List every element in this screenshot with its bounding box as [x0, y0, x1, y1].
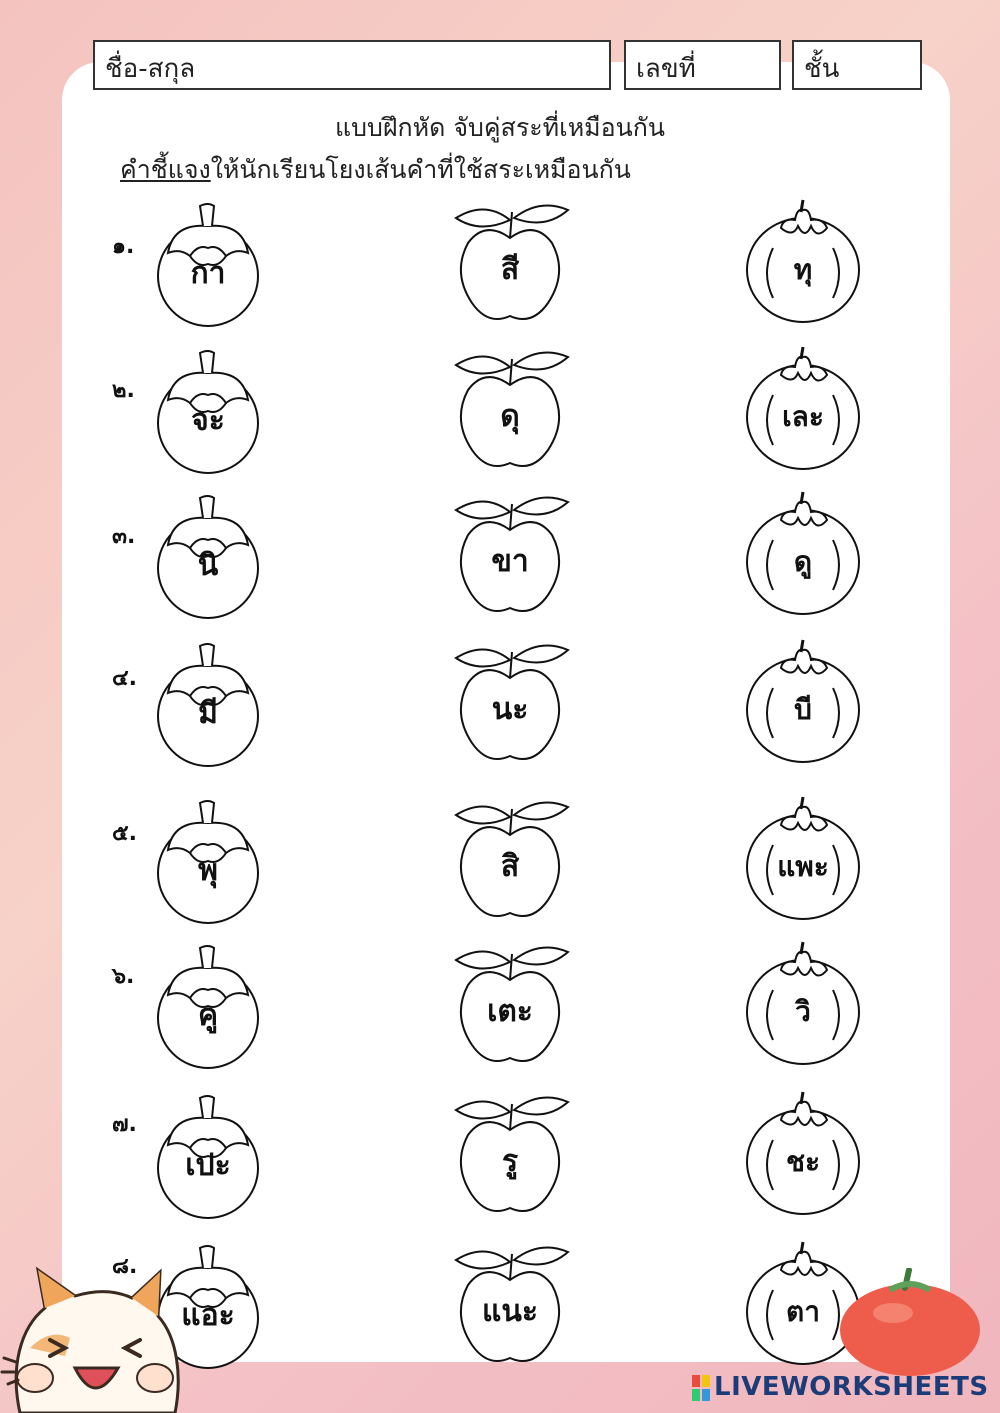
name-field[interactable]: [93, 40, 611, 90]
liveworksheets-text: LIVEWORKSHEETS: [714, 1372, 989, 1402]
mangosteen-word: จะ: [191, 403, 225, 438]
mangosteen-word-card[interactable]: [148, 198, 268, 328]
apple-word-card[interactable]: [450, 940, 570, 1070]
apple-word: รู: [501, 1144, 519, 1179]
row-number: ๓.: [112, 524, 136, 549]
tomato-word-card[interactable]: [743, 198, 863, 328]
instruction-lead: คำชี้แจง: [120, 155, 211, 184]
apple-word-card[interactable]: [450, 1240, 570, 1370]
liveworksheets-logo: [692, 1372, 989, 1402]
apple-word: ขา: [491, 544, 529, 579]
mangosteen-word-card[interactable]: [148, 638, 268, 768]
number-label: เลขที่: [636, 54, 696, 84]
tomato-word: ดู: [793, 545, 813, 578]
mangosteen-word-card[interactable]: [148, 940, 268, 1070]
tomato-decoration-icon: [835, 1268, 985, 1378]
apple-word-card[interactable]: [450, 795, 570, 925]
apple-word: สี: [500, 252, 520, 287]
apple-word-card[interactable]: [450, 638, 570, 768]
tomato-word-card[interactable]: [743, 638, 863, 768]
row-number: ๑.: [112, 234, 135, 259]
instruction: [120, 150, 631, 190]
name-label: ชื่อ-สกุล: [105, 54, 196, 84]
mangosteen-word: พุ: [198, 853, 218, 888]
tomato-word: วิ: [795, 995, 811, 1028]
tomato-word-card[interactable]: [743, 490, 863, 620]
apple-word-card[interactable]: [450, 490, 570, 620]
tomato-word: ชะ: [785, 1145, 821, 1178]
tomato-word-card[interactable]: [743, 795, 863, 925]
mangosteen-word: มี: [198, 696, 218, 731]
number-field[interactable]: [624, 40, 781, 90]
mangosteen-word-card[interactable]: [148, 1090, 268, 1220]
tomato-word-card[interactable]: [743, 1090, 863, 1220]
apple-word: ดุ: [500, 399, 520, 434]
apple-word-card[interactable]: [450, 198, 570, 328]
mangosteen-word: นิ: [197, 548, 219, 583]
cat-illustration: [0, 1258, 185, 1413]
mangosteen-word: เปะ: [185, 1148, 231, 1183]
tomato-word: แพะ: [777, 850, 829, 883]
instruction-text: ให้นักเรียนโยงเส้นคำที่ใช้สระเหมือนกัน: [210, 155, 631, 184]
apple-word-card[interactable]: [450, 345, 570, 475]
mangosteen-word: กา: [190, 256, 226, 291]
mangosteen-word-card[interactable]: [148, 345, 268, 475]
apple-word-card[interactable]: [450, 1090, 570, 1220]
mangosteen-word-card[interactable]: [148, 490, 268, 620]
apple-word: แนะ: [482, 1294, 538, 1329]
tomato-word-card[interactable]: [743, 940, 863, 1070]
worksheet-title: แบบฝึกหัด จับคู่สระที่เหมือนกัน: [335, 113, 665, 142]
row-number: ๗.: [112, 1112, 137, 1137]
row-number: ๒.: [112, 378, 135, 403]
mangosteen-word-card[interactable]: [148, 795, 268, 925]
mangosteen-word: คู: [197, 998, 219, 1033]
liveworksheets-icon: [692, 1375, 710, 1401]
apple-word: นะ: [491, 692, 529, 727]
row-number: ๘.: [112, 1254, 138, 1279]
tomato-word: เละ: [782, 400, 824, 433]
tomato-word-card[interactable]: [743, 345, 863, 475]
apple-word: เตะ: [487, 994, 533, 1029]
tomato-word: ทุ: [793, 253, 813, 286]
tomato-word: บี: [794, 693, 812, 726]
class-field[interactable]: [792, 40, 922, 90]
row-number: ๔.: [112, 666, 138, 691]
apple-word: สิ: [500, 849, 520, 884]
mangosteen-word: แอะ: [181, 1298, 235, 1333]
tomato-word: ตา: [786, 1295, 820, 1328]
row-number: ๖.: [112, 964, 135, 989]
class-label: ชั้น: [804, 54, 840, 84]
row-number: ๕.: [112, 821, 138, 846]
